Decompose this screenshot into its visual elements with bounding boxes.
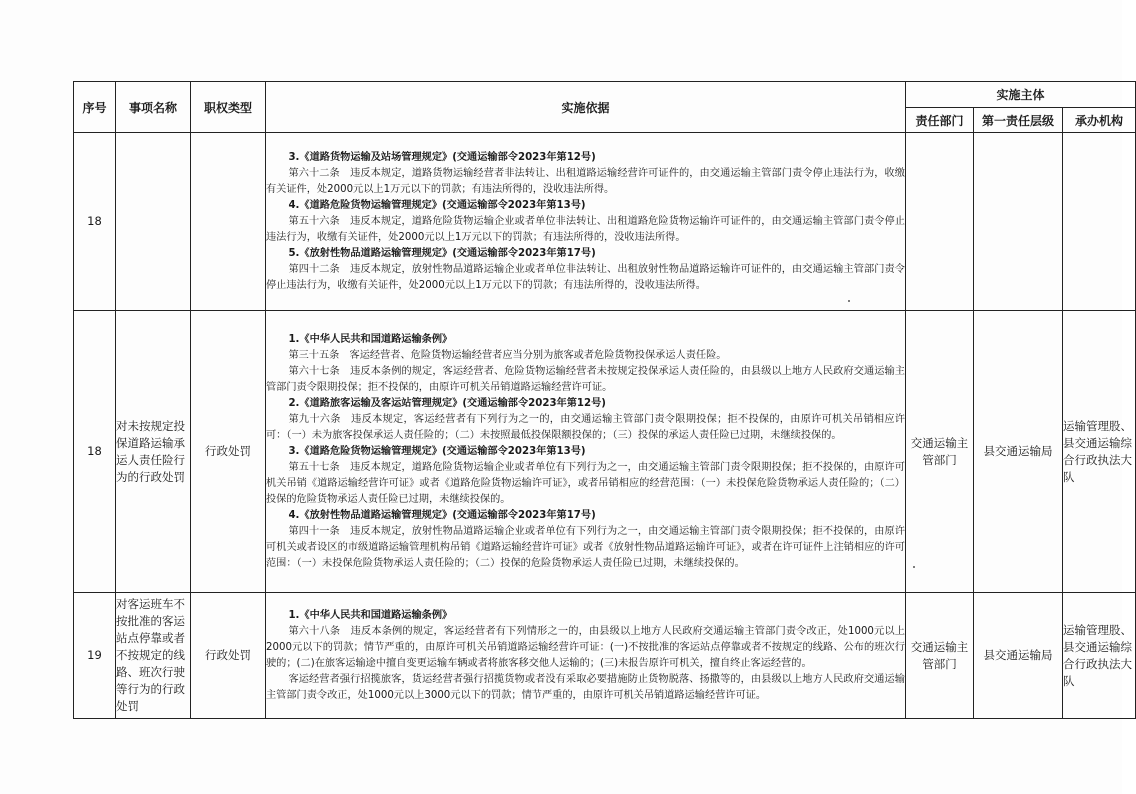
basis-paragraph: 第六十二条 违反本规定，道路货物运输经营者非法转让、出租道路运输经营许可证件的，由交通运输主管部门责令停止违法行为，收缴有关证件，处2000元以上1万元以下的罚款；有违法所得的，没收违法所得。 <box>266 167 905 195</box>
header-seq: 序号 <box>74 82 116 133</box>
row-power-type <box>191 133 266 311</box>
basis-paragraph: 第三十五条 客运经营者、危险货物运输经营者应当分别为旅客或者危险货物投保承运人责任险。 <box>288 349 727 361</box>
header-item-name: 事项名称 <box>116 82 191 133</box>
basis-heading: 3.《道路货物运输及站场管理规定》(交通运输部令2023年第12号) <box>288 151 596 163</box>
header-subject: 实施主体 <box>906 82 1136 108</box>
header-power-type: 职权类型 <box>191 82 266 133</box>
row-org <box>1063 133 1136 311</box>
row-org: 运输管理股、县交通运输综合行政执法大队 <box>1063 593 1136 719</box>
basis-heading: 5.《放射性物品道路运输管理规定》(交通运输部令2023年第17号) <box>288 247 596 259</box>
basis-paragraph: 第五十六条 违反本规定，道路危险货物运输企业或者单位非法转让、出租道路危险货物运输许可证件的，由交通运输主管部门责令停止违法行为，收缴有关证件，处2000元以上1万元以下的罚款；有违法所得的，没收违法所得。 <box>266 215 905 243</box>
basis-paragraph: 第六十八条 违反本条例的规定，客运经营者有下列情形之一的，由县级以上地方人民政府交通运输主管部门责令改正，处1000元以上2000元以下的罚款；情节严重的，由原许可机关吊销道路运输经营许可证：(一)不按批准的客运站点停靠或者不按规定的线路、公布的班次行驶的；(二)在旅客运输途中擅自变更运输车辆或者将旅客移交他人运输的；(三)未报告原许可机关，擅自终止客运经营的。 <box>266 625 905 669</box>
basis-paragraph: 第四十二条 违反本规定，放射性物品道路运输企业或者单位非法转让、出租放射性物品道路运输许可证件的，由交通运输主管部门责令停止违法行为，收缴有关证件，处2000元以上1万元以下的罚款；有违法所得的，没收违法所得。 <box>266 263 905 291</box>
header-row <box>74 82 1136 108</box>
row-item-name: 对未按规定投保道路运输承运人责任险行为的行政处罚 <box>116 311 191 593</box>
basis-heading: 4.《放射性物品道路运输管理规定》(交通运输部令2023年第17号) <box>288 509 596 521</box>
row-item-name <box>116 133 191 311</box>
row-power-type: 行政处罚 <box>191 311 266 593</box>
basis-heading: 2.《道路旅客运输及客运站管理规定》(交通运输部令2023年第12号) <box>288 397 606 409</box>
row-power-type: 行政处罚 <box>191 593 266 719</box>
scan-speck <box>848 300 850 302</box>
enforcement-table <box>73 81 1136 719</box>
row-level: 县交通运输局 <box>974 593 1063 719</box>
basis-paragraph: 第五十七条 违反本规定，道路危险货物运输企业或者单位有下列行为之一，由交通运输主管部门责令限期投保；拒不投保的，由原许可机关吊销《道路运输经营许可证》或者《道路危险货物运输许可证》，或者吊销相应的经营范围：（一）未投保危险货物承运人责任险的；（二）投保的危险货物承运人责任险已过期，未继续投保的。 <box>266 461 905 505</box>
row-dept <box>906 133 974 311</box>
row-level: 县交通运输局 <box>974 311 1063 593</box>
row-basis <box>266 311 906 593</box>
basis-paragraph: 第四十一条 违反本规定，放射性物品道路运输企业或者单位有下列行为之一，由交通运输主管部门责令限期投保；拒不投保的，由原许可机关或者设区的市级道路运输管理机构吊销《道路运输经营许可证》或者《放射性物品道路运输许可证》，或者在许可证件上注销相应的许可范围：（一）未投保危险货物承运人责任险的；（二）投保的危险货物承运人责任险已过期，未继续投保的。 <box>266 525 905 569</box>
row-dept: 交通运输主管部门 <box>906 311 974 593</box>
basis-paragraph: 客运经营者强行招揽旅客，货运经营者强行招揽货物或者没有采取必要措施防止货物脱落、扬撒等的，由县级以上地方人民政府交通运输主管部门责令改正，处1000元以上3000元以下的罚款；情节严重的，由原许可机关吊销道路运输经营许可证。 <box>266 673 905 701</box>
row-seq: 18 <box>74 133 116 311</box>
row-basis <box>266 133 906 311</box>
row-seq: 19 <box>74 593 116 719</box>
header-level: 第一责任层级 <box>974 108 1063 133</box>
header-org: 承办机构 <box>1063 108 1136 133</box>
row-seq: 18 <box>74 311 116 593</box>
table-row <box>74 593 1136 719</box>
basis-heading: 4.《道路危险货物运输管理规定》(交通运输部令2023年第13号) <box>288 199 586 211</box>
basis-heading: 1.《中华人民共和国道路运输条例》 <box>288 333 453 345</box>
table-row <box>74 133 1136 311</box>
basis-heading: 3.《道路危险货物运输管理规定》(交通运输部令2023年第13号) <box>288 445 586 457</box>
scan-speck <box>913 566 915 568</box>
basis-heading: 1.《中华人民共和国道路运输条例》 <box>288 609 453 621</box>
table-row <box>74 311 1136 593</box>
row-level <box>974 133 1063 311</box>
row-org: 运输管理股、县交通运输综合行政执法大队 <box>1063 311 1136 593</box>
header-basis: 实施依据 <box>266 82 906 133</box>
row-dept: 交通运输主管部门 <box>906 593 974 719</box>
header-dept: 责任部门 <box>906 108 974 133</box>
row-item-name: 对客运班车不按批准的客运站点停靠或者不按规定的线路、班次行驶等行为的行政处罚 <box>116 593 191 719</box>
basis-paragraph: 第九十六条 违反本规定，客运经营者有下列行为之一的，由交通运输主管部门责令限期投保；拒不投保的，由原许可机关吊销相应许可：（一）未为旅客投保承运人责任险的；（二）未按照最低投保限额投保的；（三）投保的承运人责任险已过期，未继续投保的。 <box>266 413 905 441</box>
basis-paragraph: 第六十七条 违反本条例的规定，客运经营者、危险货物运输经营者未按规定投保承运人责任险的，由县级以上地方人民政府交通运输主管部门责令限期投保；拒不投保的，由原许可机关吊销道路运输经营许可证。 <box>266 365 905 393</box>
row-basis <box>266 593 906 719</box>
